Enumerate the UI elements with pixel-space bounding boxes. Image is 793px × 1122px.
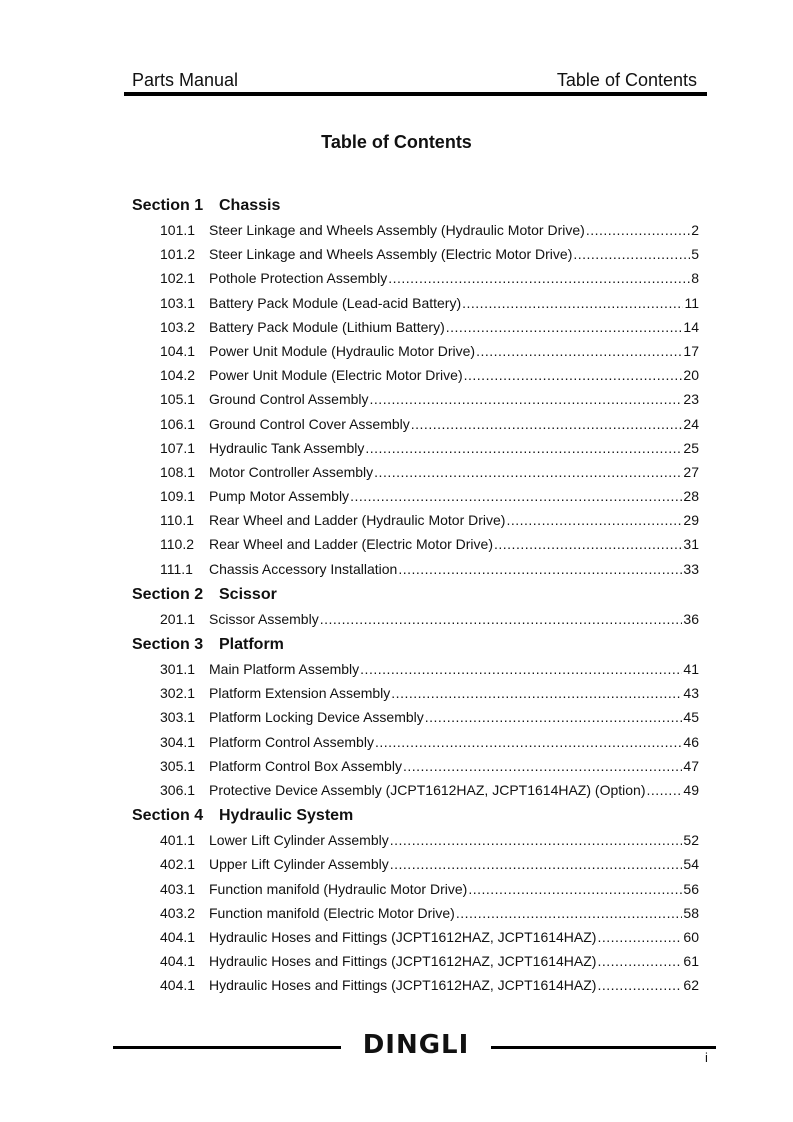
section-name: Chassis xyxy=(219,197,281,214)
toc-entry-code: 111.1 xyxy=(160,560,193,577)
dot-leader xyxy=(597,949,682,973)
toc-entry-page: 28 xyxy=(683,488,699,505)
toc-entry[interactable] xyxy=(132,778,699,802)
dot-leader xyxy=(586,218,690,242)
toc-entry-code: 402.1 xyxy=(160,856,196,873)
section-heading xyxy=(132,194,699,218)
toc-entry-title: Ground Control Assembly xyxy=(209,391,369,408)
toc-entry-page: 61 xyxy=(683,953,699,970)
toc-entry-code: 403.2 xyxy=(160,904,196,921)
toc-entry[interactable] xyxy=(132,266,699,290)
section-number: Section 4 xyxy=(132,807,204,825)
toc-entry-page: 62 xyxy=(683,977,699,994)
toc-entry[interactable] xyxy=(132,949,699,973)
dot-leader xyxy=(462,291,683,315)
toc-entry-page: 41 xyxy=(683,661,699,677)
toc-entry[interactable] xyxy=(132,828,699,852)
toc-entry-code: 201.1 xyxy=(160,610,196,627)
toc-entry-title: Pump Motor Assembly xyxy=(209,488,350,505)
toc-entry-page: 43 xyxy=(683,685,699,702)
toc-entry-page: 60 xyxy=(683,928,699,945)
dot-leader xyxy=(391,681,682,705)
toc-entry-code: 102.1 xyxy=(160,270,196,287)
toc-entry-code: 109.1 xyxy=(160,488,196,505)
dot-leader xyxy=(360,657,682,681)
dot-leader xyxy=(646,778,682,802)
toc-entry-page: 29 xyxy=(683,512,699,529)
dot-leader xyxy=(320,607,683,631)
toc-entry-title: Pothole Protection Assembly xyxy=(209,270,388,287)
toc-entry[interactable] xyxy=(132,877,699,901)
toc-entry-title: Power Unit Module (Hydraulic Motor Drive) xyxy=(209,342,476,359)
dot-leader xyxy=(375,730,682,754)
dot-leader xyxy=(597,973,682,997)
dingli-logo: DINGLI xyxy=(362,1030,470,1060)
toc-entry-page: 49 xyxy=(683,781,699,798)
dot-leader xyxy=(446,315,683,339)
toc-entry-title: Protective Device Assembly (JCPT1612HAZ, JCPT1614HAZ) (Option) xyxy=(209,781,646,798)
dot-leader xyxy=(370,387,683,411)
toc-entry-title: Platform Control Box Assembly xyxy=(209,757,402,774)
section-heading xyxy=(132,804,699,828)
toc-entry-title: Hydraulic Hoses and Fittings (JCPT1612HAZ, JCPT1614HAZ) xyxy=(209,977,597,994)
toc-entry[interactable] xyxy=(132,315,699,339)
toc-entry-title: Lower Lift Cylinder Assembly xyxy=(209,832,389,849)
toc-entry[interactable] xyxy=(132,412,699,436)
toc-entry-page: 23 xyxy=(683,391,699,408)
toc-entry-title: Function manifold (Hydraulic Motor Drive) xyxy=(209,880,468,897)
toc-entry-title: Battery Pack Module (Lithium Battery) xyxy=(209,318,445,335)
toc-entry-code: 302.1 xyxy=(160,685,196,702)
dot-leader xyxy=(476,339,682,363)
toc-entry[interactable] xyxy=(132,508,699,532)
toc-entry-title: Hydraulic Hoses and Fittings (JCPT1612HAZ, JCPT1614HAZ) xyxy=(209,953,597,970)
section-number: Section 3 xyxy=(132,636,204,653)
dot-leader xyxy=(464,363,683,387)
toc-entry-page: 56 xyxy=(683,880,699,897)
toc-entry[interactable] xyxy=(132,657,699,681)
toc-entry[interactable] xyxy=(132,852,699,876)
toc-entry-code: 106.1 xyxy=(160,415,196,432)
dot-leader xyxy=(597,925,682,949)
toc-entry[interactable] xyxy=(132,754,699,778)
toc-entry-title: Battery Pack Module (Lead-acid Battery) xyxy=(209,294,462,311)
toc-entry[interactable] xyxy=(132,973,699,997)
page-title: Table of Contents xyxy=(321,132,472,152)
toc-entry[interactable] xyxy=(132,363,699,387)
dot-leader xyxy=(350,484,682,508)
toc-entry-title: Steer Linkage and Wheels Assembly (Electric Motor Drive) xyxy=(209,246,573,263)
toc-entry-page: 58 xyxy=(683,904,699,921)
toc-entry-page: 52 xyxy=(683,832,699,849)
toc-entry-page: 17 xyxy=(683,342,699,359)
toc-entry[interactable] xyxy=(132,242,699,266)
toc-entry-code: 108.1 xyxy=(160,463,196,480)
toc-entry-title: Chassis Accessory Installation xyxy=(209,560,398,577)
dot-leader xyxy=(388,266,690,290)
toc-entry-page: 33 xyxy=(683,560,699,577)
toc-entry-title: Hydraulic Hoses and Fittings (JCPT1612HAZ, JCPT1614HAZ) xyxy=(209,928,597,945)
toc-entry[interactable] xyxy=(132,291,699,315)
toc-entry[interactable] xyxy=(132,681,699,705)
dot-leader xyxy=(411,412,683,436)
toc-entry-code: 404.1 xyxy=(160,928,196,945)
toc-entry-page: 8 xyxy=(691,270,699,287)
toc-entry[interactable] xyxy=(132,218,699,242)
toc-entry-code: 401.1 xyxy=(160,832,196,849)
toc-entry-page: 25 xyxy=(683,439,699,456)
toc-entry[interactable] xyxy=(132,705,699,729)
toc-entry[interactable] xyxy=(132,730,699,754)
dot-leader xyxy=(425,705,683,729)
toc-entry[interactable] xyxy=(132,387,699,411)
header-right-title: Table of Contents xyxy=(556,70,697,90)
toc-entry[interactable] xyxy=(132,460,699,484)
footer-rule-right xyxy=(491,1046,716,1049)
toc-entry-title: Upper Lift Cylinder Assembly xyxy=(209,856,389,873)
toc-entry-page: 31 xyxy=(683,536,699,553)
toc-entry[interactable] xyxy=(132,339,699,363)
toc-entry-page: 11 xyxy=(684,294,699,311)
toc-entry-code: 304.1 xyxy=(160,733,196,750)
section-number: Section 2 xyxy=(132,585,204,603)
toc-entry-title: Platform Control Assembly xyxy=(209,733,374,750)
toc-entry-page: 54 xyxy=(683,856,699,873)
toc-entry-page: 2 xyxy=(691,222,699,238)
page-header xyxy=(132,70,697,92)
section-name: Platform xyxy=(219,636,284,653)
toc-entry-code: 103.1 xyxy=(160,294,196,311)
toc-entry-page: 45 xyxy=(683,709,699,726)
toc-entry-title: Main Platform Assembly xyxy=(209,661,360,677)
toc-entry-code: 404.1 xyxy=(160,953,196,970)
toc-entry[interactable] xyxy=(132,901,699,925)
toc-entry-code: 104.2 xyxy=(160,367,196,384)
toc-entry[interactable] xyxy=(132,557,699,581)
dot-leader xyxy=(573,242,690,266)
section-heading xyxy=(132,633,699,657)
dot-leader xyxy=(403,754,682,778)
toc-entry-code: 104.1 xyxy=(160,342,196,359)
footer-rule-left xyxy=(113,1046,341,1049)
toc-entry-title: Scissor Assembly xyxy=(209,610,319,627)
dot-leader xyxy=(468,877,682,901)
toc-entry-page: 36 xyxy=(683,610,699,627)
toc-entry-title: Hydraulic Tank Assembly xyxy=(209,439,365,456)
toc-entry-code: 403.1 xyxy=(160,880,196,897)
toc-entry-code: 306.1 xyxy=(160,781,196,798)
toc-entry-title: Rear Wheel and Ladder (Electric Motor Drive) xyxy=(209,536,493,553)
section-name: Scissor xyxy=(219,585,277,603)
dot-leader xyxy=(390,852,683,876)
toc-entry[interactable] xyxy=(132,607,699,631)
toc-entry-title: Motor Controller Assembly xyxy=(209,463,374,480)
toc-entry-code: 107.1 xyxy=(160,439,196,456)
dot-leader xyxy=(494,532,682,556)
toc-entry-code: 110.1 xyxy=(160,512,194,529)
toc-entry[interactable] xyxy=(132,925,699,949)
toc-entry-page: 46 xyxy=(683,733,699,750)
table-of-contents xyxy=(132,192,699,997)
toc-entry-title: Platform Extension Assembly xyxy=(209,685,391,702)
section-heading xyxy=(132,583,699,607)
page-number: i xyxy=(705,1050,708,1065)
toc-entry-code: 303.1 xyxy=(160,709,196,726)
section-number: Section 1 xyxy=(132,197,204,214)
toc-entry-title: Function manifold (Electric Motor Drive) xyxy=(209,904,455,921)
header-left-title: Parts Manual xyxy=(132,70,239,90)
toc-entry-page: 27 xyxy=(683,463,699,480)
toc-entry-title: Steer Linkage and Wheels Assembly (Hydraulic Motor Drive) xyxy=(209,222,585,238)
toc-entry-code: 110.2 xyxy=(160,536,194,553)
toc-entry-title: Rear Wheel and Ladder (Hydraulic Motor Drive) xyxy=(209,512,506,529)
toc-entry-title: Ground Control Cover Assembly xyxy=(209,415,410,432)
dot-leader xyxy=(398,557,682,581)
toc-entry-code: 301.1 xyxy=(160,661,196,677)
toc-entry-page: 20 xyxy=(683,367,699,384)
dot-leader xyxy=(374,460,682,484)
dot-leader xyxy=(456,901,683,925)
toc-entry-page: 5 xyxy=(691,246,699,263)
toc-entry-page: 24 xyxy=(683,415,699,432)
dot-leader xyxy=(506,508,682,532)
toc-entry-code: 101.1 xyxy=(160,222,196,238)
toc-entry-code: 404.1 xyxy=(160,977,196,994)
dot-leader xyxy=(365,436,682,460)
section-name: Hydraulic System xyxy=(219,807,354,825)
toc-entry-title: Platform Locking Device Assembly xyxy=(209,709,424,726)
toc-entry[interactable] xyxy=(132,484,699,508)
toc-entry-code: 305.1 xyxy=(160,757,196,774)
header-rule xyxy=(124,92,707,96)
toc-entry-code: 103.2 xyxy=(160,318,196,335)
toc-entry-title: Power Unit Module (Electric Motor Drive) xyxy=(209,367,463,384)
toc-entry-code: 101.2 xyxy=(160,246,196,263)
toc-entry-code: 105.1 xyxy=(160,391,196,408)
toc-entry-page: 14 xyxy=(683,318,699,335)
toc-entry[interactable] xyxy=(132,532,699,556)
dot-leader xyxy=(390,828,683,852)
toc-entry-page: 47 xyxy=(683,757,699,774)
toc-entry[interactable] xyxy=(132,436,699,460)
